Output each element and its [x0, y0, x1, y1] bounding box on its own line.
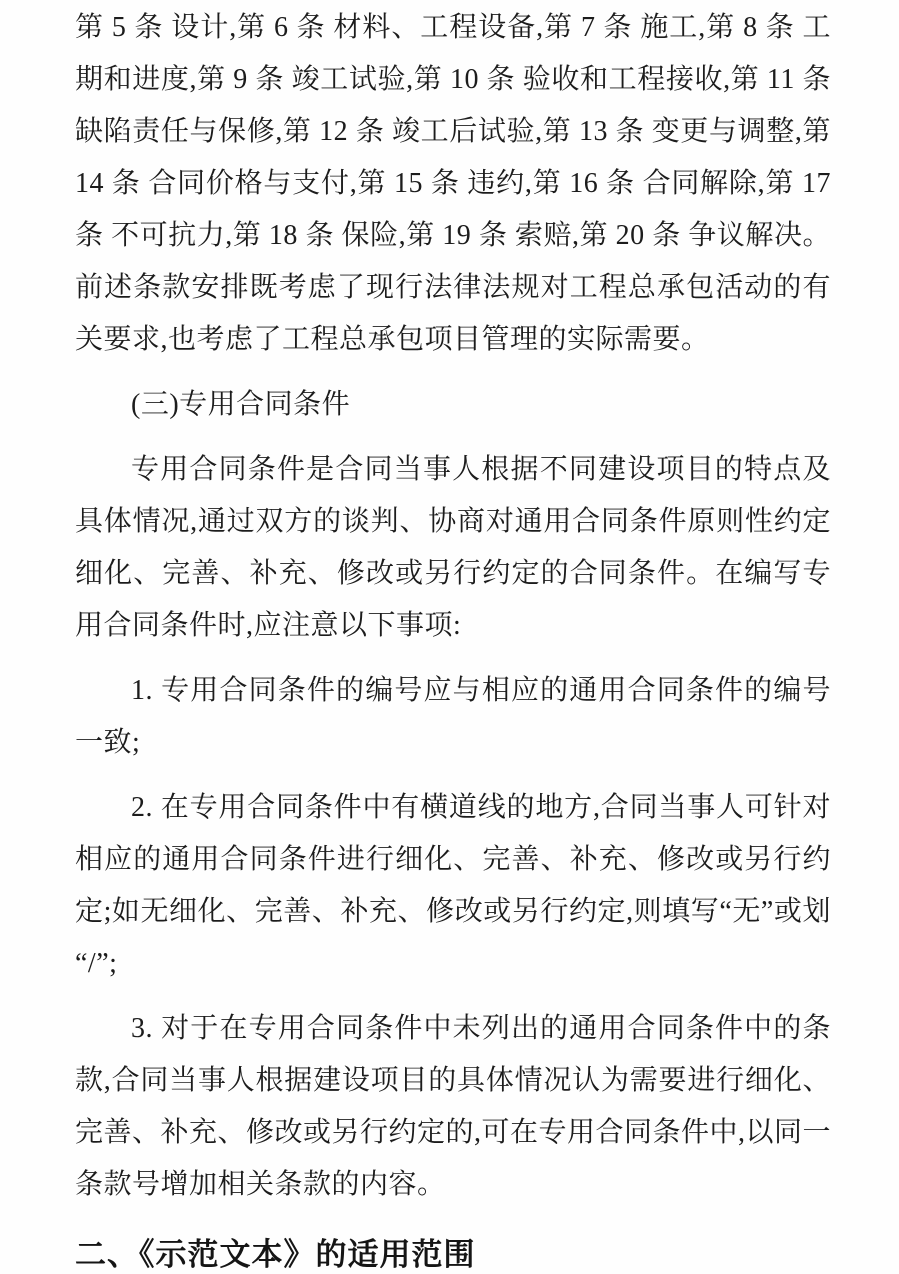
list-item-1-numbering-consistency: 1. 专用合同条件的编号应与相应的通用合同条件的编号一致;	[75, 675, 831, 758]
subheading-special-contract-conditions: (三)专用合同条件	[131, 389, 351, 420]
list-item-2-blank-line-fill: 2. 在专用合同条件中有横道线的地方,合同当事人可针对相应的通用合同条件进行细化、完善、补充、修改或另行约定;如无细化、完善、补充、修改或另行约定,则填写“无”或划“/”;	[75, 792, 831, 979]
section-heading-applicable-scope: 二、《示范文本》的适用范围	[75, 1237, 476, 1272]
paragraph-special-conditions-intro: 专用合同条件是合同当事人根据不同建设项目的特点及具体情况,通过双方的谈判、协商对通用合同条件原则性约定细化、完善、补充、修改或另行约定的合同条件。在编写专用合同条件时,应注意以下事项:	[75, 454, 831, 641]
paragraph-clause-list: 第 5 条 设计,第 6 条 材料、工程设备,第 7 条 施工,第 8 条 工期和进度,第 9 条 竣工试验,第 10 条 验收和工程接收,第 11 条 缺陷责任与保修,第 12 条 竣工后试验,第 13 条 变更与调整,第 14 条 合同价格与支付,第 15 条 违约,第 16 条 合同解除,第 17 条 不可抗力,第 18 条 保险,第 19 条 索赔,第 20 条 争议解决。前述条款安排既考虑了现行法律法规对工程总承包活动的有关要求,也考虑了工程总承包项目管理的实际需要。	[75, 12, 831, 355]
list-item-3-unlisted-clauses: 3. 对于在专用合同条件中未列出的通用合同条件中的条款,合同当事人根据建设项目的具体情况认为需要进行细化、完善、补充、修改或另行约定的,可在专用合同条件中,以同一条款号增加相关条款的内容。	[75, 1013, 832, 1200]
